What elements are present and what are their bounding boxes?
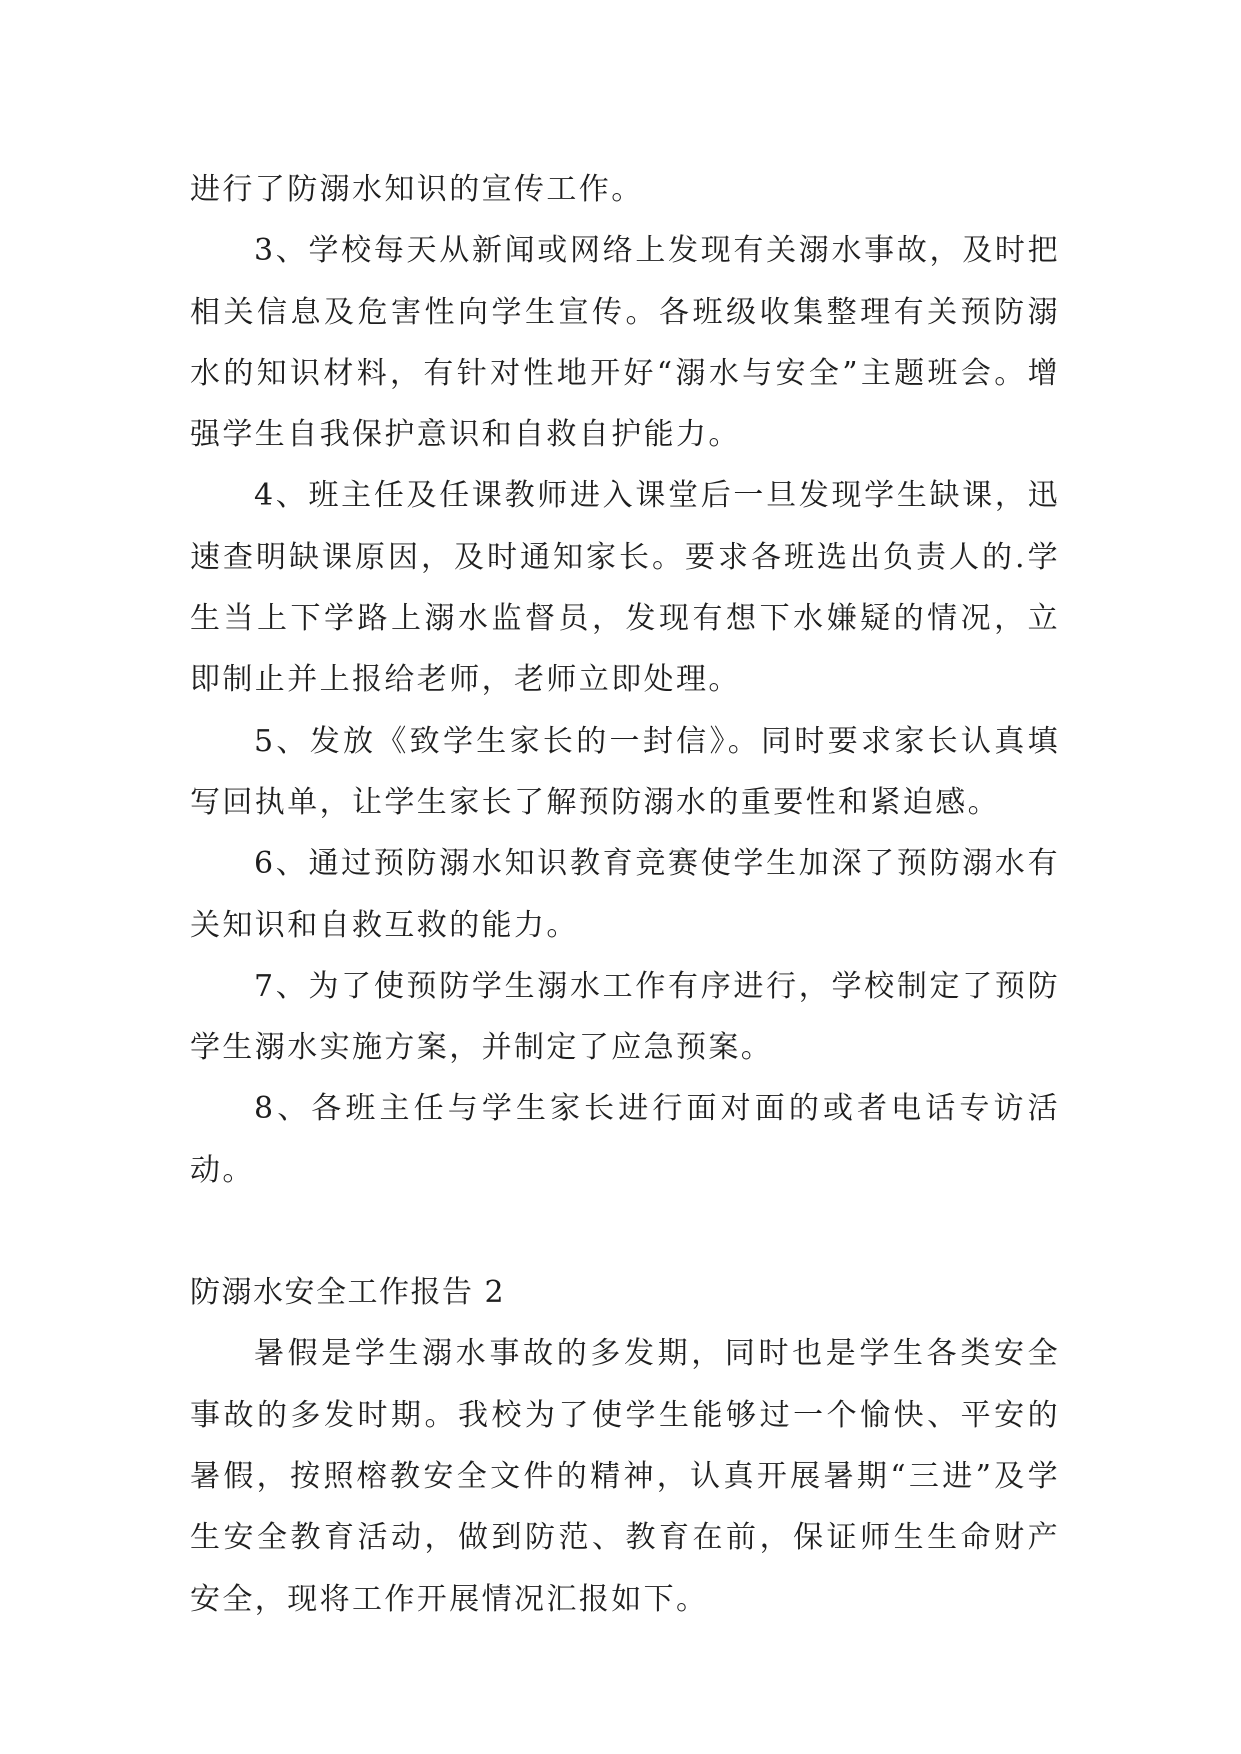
document-body <box>190 159 1060 1630</box>
paragraph-item-6: 6、通过预防溺水知识教育竞赛使学生加深了预防溺水有关知识和自救互救的能力。 <box>190 846 1060 943</box>
paragraph-item-3: 3、学校每天从新闻或网络上发现有关溺水事故，及时把相关信息及危害性向学生宣传。各班级收集整理有关预防溺水的知识材料，有针对性地开好“溺水与安全”主题班会。增强学生自我保护意识和自救自护能力。 <box>190 233 1060 453</box>
paragraph-continuation: 进行了防溺水知识的宣传工作。 <box>190 172 644 207</box>
paragraph-item-7: 7、为了使预防学生溺水工作有序进行，学校制定了预防学生溺水实施方案，并制定了应急预案。 <box>190 968 1060 1066</box>
paragraph-item-5: 5、发放《致学生家长的一封信》。同时要求家长认真填写回执单，让学生家长了解预防溺水的重要性和紧迫感。 <box>190 723 1060 820</box>
section-intro-paragraph: 暑假是学生溺水事故的多发期，同时也是学生各类安全事故的多发时期。我校为了使学生能够过一个愉快、平安的暑假，按照榕教安全文件的精神，认真开展暑期“三进”及学生安全教育活动，做到防范、教育在前，保证师生生命财产安全，现将工作开展情况汇报如下。 <box>190 1336 1060 1617</box>
section-title: 防溺水安全工作报告 2 <box>190 1275 506 1311</box>
paragraph-item-8: 8、各班主任与学生家长进行面对面的或者电话专访活动。 <box>190 1091 1060 1188</box>
paragraph-item-4: 4、班主任及任课教师进入课堂后一旦发现学生缺课，迅速查明缺课原因，及时通知家长。要求各班选出负责人的.学生当上下学路上溺水监督员，发现有想下水嫌疑的情况，立即制止并上报给老师，老师立即处理。 <box>190 478 1060 698</box>
